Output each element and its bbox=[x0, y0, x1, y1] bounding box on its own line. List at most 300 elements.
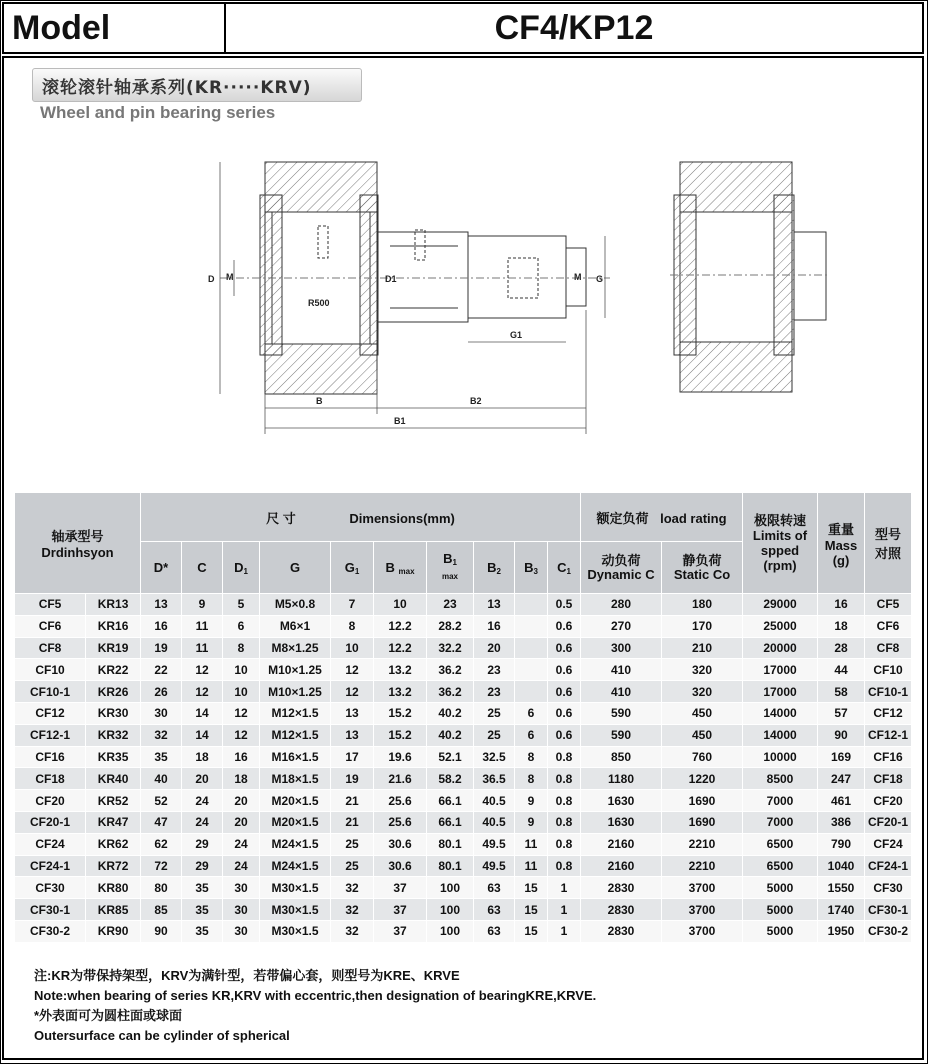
dim-label-r500: R500 bbox=[308, 298, 330, 308]
table-cell: M20×1.5 bbox=[260, 790, 331, 812]
table-cell: KR85 bbox=[86, 899, 141, 921]
table-cell: 35 bbox=[182, 877, 223, 899]
table-cell: 12 bbox=[331, 681, 374, 703]
table-cell: 410 bbox=[581, 681, 662, 703]
table-cell: CF16 bbox=[865, 746, 912, 768]
table-cell: 0.6 bbox=[548, 637, 581, 659]
model-title: CF4/KP12 bbox=[494, 9, 654, 47]
table-cell: 36.5 bbox=[474, 768, 515, 790]
table-cell: CF24-1 bbox=[865, 855, 912, 877]
table-cell: KR40 bbox=[86, 768, 141, 790]
table-cell: 24 bbox=[223, 855, 260, 877]
table-cell: 2160 bbox=[581, 855, 662, 877]
table-cell: 37 bbox=[374, 877, 427, 899]
table-cell: 25 bbox=[331, 855, 374, 877]
table-cell: 590 bbox=[581, 724, 662, 746]
dim-label-d1: D1 bbox=[385, 274, 397, 284]
table-cell: 1220 bbox=[662, 768, 743, 790]
table-cell: 62 bbox=[141, 833, 182, 855]
table-cell: 2210 bbox=[662, 833, 743, 855]
table-cell: 8 bbox=[515, 746, 548, 768]
table-cell: 10 bbox=[223, 681, 260, 703]
table-cell: 29000 bbox=[743, 594, 818, 616]
table-row bbox=[15, 920, 912, 942]
table-cell: 13.2 bbox=[374, 681, 427, 703]
table-cell: 63 bbox=[474, 920, 515, 942]
table-cell: KR90 bbox=[86, 920, 141, 942]
table-cell: M20×1.5 bbox=[260, 811, 331, 833]
table-cell: 25000 bbox=[743, 615, 818, 637]
speed-en1: Limits of bbox=[752, 528, 808, 543]
table-cell: 29 bbox=[182, 855, 223, 877]
table-cell: 320 bbox=[662, 681, 743, 703]
table-cell: M16×1.5 bbox=[260, 746, 331, 768]
table-cell: M12×1.5 bbox=[260, 702, 331, 724]
table-cell: 21 bbox=[331, 790, 374, 812]
table-cell: 24 bbox=[223, 833, 260, 855]
table-row bbox=[15, 811, 912, 833]
table-cell: 90 bbox=[818, 724, 865, 746]
table-cell: CF6 bbox=[865, 615, 912, 637]
table-cell: 1 bbox=[548, 920, 581, 942]
table-cell: 12.2 bbox=[374, 637, 427, 659]
table-cell: 0.6 bbox=[548, 702, 581, 724]
table-cell: 15 bbox=[515, 920, 548, 942]
table-cell: KR52 bbox=[86, 790, 141, 812]
table-cell: 13 bbox=[141, 594, 182, 616]
table-cell: M30×1.5 bbox=[260, 920, 331, 942]
table-cell: 35 bbox=[182, 899, 223, 921]
table-cell: 180 bbox=[662, 594, 743, 616]
table-cell: 2210 bbox=[662, 855, 743, 877]
section-view bbox=[670, 162, 830, 392]
table-cell: 1690 bbox=[662, 811, 743, 833]
dim-label-b: B bbox=[316, 396, 323, 406]
dim-label-b2: B2 bbox=[470, 396, 482, 406]
dims-header bbox=[141, 493, 581, 542]
table-cell: 14000 bbox=[743, 724, 818, 746]
table-cell: 7000 bbox=[743, 790, 818, 812]
table-row bbox=[15, 790, 912, 812]
speed-cn: 极限转速 bbox=[753, 513, 806, 528]
table-cell: 26 bbox=[141, 681, 182, 703]
table-cell: 36.2 bbox=[427, 659, 474, 681]
table-cell: 16 bbox=[818, 594, 865, 616]
table-cell: 590 bbox=[581, 702, 662, 724]
table-cell: CF12-1 bbox=[865, 724, 912, 746]
col-d1: $D_1$ bbox=[223, 542, 260, 594]
table-cell: 100 bbox=[427, 877, 474, 899]
table-cell: 0.8 bbox=[548, 811, 581, 833]
table-cell: 2830 bbox=[581, 920, 662, 942]
table-cell: 6 bbox=[223, 615, 260, 637]
table-cell: 11 bbox=[182, 637, 223, 659]
table-cell: 30.6 bbox=[374, 833, 427, 855]
table-cell: 66.1 bbox=[427, 811, 474, 833]
table-row bbox=[15, 724, 912, 746]
model-label: Model bbox=[4, 4, 226, 52]
dim-label-b1: B1 bbox=[394, 416, 406, 426]
table-row bbox=[15, 855, 912, 877]
table-cell: 22 bbox=[141, 659, 182, 681]
table-cell: 410 bbox=[581, 659, 662, 681]
col-g1: $G_1$ bbox=[331, 542, 374, 594]
table-cell: 5000 bbox=[743, 899, 818, 921]
dims-cn: 尺 寸 bbox=[266, 510, 296, 526]
table-cell: 28 bbox=[818, 637, 865, 659]
table-cell: 30 bbox=[223, 877, 260, 899]
table-row bbox=[15, 768, 912, 790]
table-cell: 30 bbox=[223, 899, 260, 921]
table-cell bbox=[515, 659, 548, 681]
table-cell: CF20 bbox=[15, 790, 86, 812]
table-cell: 32.5 bbox=[474, 746, 515, 768]
table-cell: 80.1 bbox=[427, 833, 474, 855]
table-cell: 5000 bbox=[743, 920, 818, 942]
bearing-drawing bbox=[190, 150, 830, 440]
table-cell: CF10 bbox=[865, 659, 912, 681]
table-cell: 40.2 bbox=[427, 724, 474, 746]
table-cell: 0.5 bbox=[548, 594, 581, 616]
table-cell: 2160 bbox=[581, 833, 662, 855]
table-cell: 72 bbox=[141, 855, 182, 877]
table-cell: 19 bbox=[331, 768, 374, 790]
table-cell: 58 bbox=[818, 681, 865, 703]
table-cell: 12 bbox=[331, 659, 374, 681]
table-row bbox=[15, 702, 912, 724]
table-cell: 11 bbox=[515, 833, 548, 855]
table-cell: CF30 bbox=[865, 877, 912, 899]
table-cell: 20 bbox=[223, 790, 260, 812]
table-cell: 9 bbox=[515, 811, 548, 833]
table-cell: KR32 bbox=[86, 724, 141, 746]
table-cell: 49.5 bbox=[474, 833, 515, 855]
table-cell: M24×1.5 bbox=[260, 855, 331, 877]
table-cell: KR62 bbox=[86, 833, 141, 855]
table-cell: 1950 bbox=[818, 920, 865, 942]
table-cell: 40 bbox=[141, 768, 182, 790]
table-cell: KR22 bbox=[86, 659, 141, 681]
table-cell: 8 bbox=[515, 768, 548, 790]
table-cell: 320 bbox=[662, 659, 743, 681]
table-cell: 40.5 bbox=[474, 811, 515, 833]
table-cell: 63 bbox=[474, 877, 515, 899]
table-cell: 16 bbox=[223, 746, 260, 768]
col-b1: $B_1$ $_{max}$ bbox=[427, 542, 474, 594]
table-cell: 35 bbox=[141, 746, 182, 768]
table-cell: 47 bbox=[141, 811, 182, 833]
table-cell: M5×0.8 bbox=[260, 594, 331, 616]
table-cell: 25 bbox=[474, 724, 515, 746]
table-cell: 7 bbox=[331, 594, 374, 616]
table-cell: 37 bbox=[374, 899, 427, 921]
table-cell bbox=[515, 594, 548, 616]
table-row bbox=[15, 637, 912, 659]
note-en-2: Outersurface can be cylinder of spherical bbox=[34, 1028, 290, 1043]
table-cell: 66.1 bbox=[427, 790, 474, 812]
table-cell: 19.6 bbox=[374, 746, 427, 768]
table-cell: M24×1.5 bbox=[260, 833, 331, 855]
table-cell: 3700 bbox=[662, 877, 743, 899]
table-cell: KR26 bbox=[86, 681, 141, 703]
table-cell: CF5 bbox=[865, 594, 912, 616]
dim-label-m2: M bbox=[574, 272, 582, 282]
table-cell: 15.2 bbox=[374, 702, 427, 724]
table-cell: 17000 bbox=[743, 681, 818, 703]
table-cell: 30 bbox=[223, 920, 260, 942]
col-dynamic bbox=[581, 542, 662, 594]
table-cell: 0.8 bbox=[548, 790, 581, 812]
table-cell: 0.6 bbox=[548, 681, 581, 703]
table-cell: 8 bbox=[331, 615, 374, 637]
table-cell: 1740 bbox=[818, 899, 865, 921]
table-cell: CF30-1 bbox=[15, 899, 86, 921]
table-cell: 63 bbox=[474, 899, 515, 921]
note-en-1: Note:when bearing of series KR,KRV with eccentric,then designation of bearingKRE,KRVE. bbox=[34, 988, 597, 1003]
table-cell: 850 bbox=[581, 746, 662, 768]
speed-header bbox=[743, 493, 818, 594]
table-cell: CF30-2 bbox=[15, 920, 86, 942]
table-cell: 300 bbox=[581, 637, 662, 659]
table-cell: M12×1.5 bbox=[260, 724, 331, 746]
table-cell: 16 bbox=[474, 615, 515, 637]
table-cell: 12 bbox=[182, 681, 223, 703]
table-cell: M18×1.5 bbox=[260, 768, 331, 790]
table-cell: 23 bbox=[474, 681, 515, 703]
table-cell: KR30 bbox=[86, 702, 141, 724]
table-cell: 270 bbox=[581, 615, 662, 637]
static-cn: 静负荷 bbox=[682, 552, 722, 568]
load-en: load rating bbox=[660, 510, 727, 526]
table-cell: 18 bbox=[223, 768, 260, 790]
table-cell: 13 bbox=[331, 724, 374, 746]
table-cell: 9 bbox=[182, 594, 223, 616]
table-cell: 760 bbox=[662, 746, 743, 768]
table-cell: CF12-1 bbox=[15, 724, 86, 746]
col-g: G bbox=[260, 542, 331, 594]
table-cell: 11 bbox=[515, 855, 548, 877]
table-cell: 12 bbox=[223, 702, 260, 724]
table-cell: 52.1 bbox=[427, 746, 474, 768]
table-cell: KR19 bbox=[86, 637, 141, 659]
table-cell: 5000 bbox=[743, 877, 818, 899]
col-bearing-type bbox=[15, 493, 141, 594]
col-c1: $C_1$ bbox=[548, 542, 581, 594]
note-cn-1: 注:KR为带保持架型，KRV为满针型，若带偏心套，则型号为KRE、KRVE bbox=[34, 968, 460, 983]
table-cell bbox=[515, 681, 548, 703]
table-cell: 0.6 bbox=[548, 659, 581, 681]
table-cell: 85 bbox=[141, 899, 182, 921]
cross-cn1: 型号 bbox=[874, 527, 901, 542]
table-cell: 9 bbox=[515, 790, 548, 812]
table-row bbox=[15, 681, 912, 703]
table-row bbox=[15, 899, 912, 921]
table-cell: 58.2 bbox=[427, 768, 474, 790]
table-cell: 210 bbox=[662, 637, 743, 659]
table-cell: 100 bbox=[427, 899, 474, 921]
col-d: D* bbox=[141, 542, 182, 594]
table-cell: 0.8 bbox=[548, 768, 581, 790]
col-static bbox=[662, 542, 743, 594]
table-cell: 1 bbox=[548, 877, 581, 899]
table-cell: 23 bbox=[427, 594, 474, 616]
table-cell: CF30 bbox=[15, 877, 86, 899]
table-cell: CF10-1 bbox=[865, 681, 912, 703]
table-cell: M10×1.25 bbox=[260, 681, 331, 703]
table-cell: 169 bbox=[818, 746, 865, 768]
table-cell: 5 bbox=[223, 594, 260, 616]
table-cell: M30×1.5 bbox=[260, 877, 331, 899]
table-cell: 17 bbox=[331, 746, 374, 768]
table-cell: 18 bbox=[818, 615, 865, 637]
dim-label-d: D bbox=[208, 274, 215, 284]
side-view bbox=[220, 162, 610, 394]
table-cell: 23 bbox=[474, 659, 515, 681]
table-cell: CF18 bbox=[865, 768, 912, 790]
table-cell: 2830 bbox=[581, 899, 662, 921]
load-cn: 额定负荷 bbox=[596, 510, 649, 526]
col-b2: $B_2$ bbox=[474, 542, 515, 594]
table-cell: 15 bbox=[515, 877, 548, 899]
table-cell: KR35 bbox=[86, 746, 141, 768]
table-cell: 1180 bbox=[581, 768, 662, 790]
table-row bbox=[15, 615, 912, 637]
dynamic-en: Dynamic C bbox=[587, 566, 655, 582]
table-cell: CF10 bbox=[15, 659, 86, 681]
spec-table bbox=[14, 492, 912, 943]
table-cell: 25 bbox=[331, 833, 374, 855]
table-cell bbox=[515, 637, 548, 659]
table-cell: 80.1 bbox=[427, 855, 474, 877]
cross-cn2: 对照 bbox=[874, 546, 901, 561]
table-cell: 0.6 bbox=[548, 615, 581, 637]
table-cell: 24 bbox=[182, 790, 223, 812]
table-cell: 25 bbox=[474, 702, 515, 724]
table-cell: 11 bbox=[182, 615, 223, 637]
table-cell: 100 bbox=[427, 920, 474, 942]
table-cell: 0.6 bbox=[548, 724, 581, 746]
table-cell: CF24 bbox=[15, 833, 86, 855]
table-cell: 37 bbox=[374, 920, 427, 942]
table-cell: 12 bbox=[182, 659, 223, 681]
table-cell: 21.6 bbox=[374, 768, 427, 790]
table-cell: 1550 bbox=[818, 877, 865, 899]
table-cell: CF30-2 bbox=[865, 920, 912, 942]
table-cell: KR47 bbox=[86, 811, 141, 833]
table-cell: CF24-1 bbox=[15, 855, 86, 877]
dim-label-m: M bbox=[226, 272, 234, 282]
table-cell: 1690 bbox=[662, 790, 743, 812]
table-cell: 32.2 bbox=[427, 637, 474, 659]
table-cell: 1040 bbox=[818, 855, 865, 877]
table-cell: 80 bbox=[141, 877, 182, 899]
table-cell: 25.6 bbox=[374, 790, 427, 812]
table-row bbox=[15, 833, 912, 855]
table-cell: M10×1.25 bbox=[260, 659, 331, 681]
table-cell: 450 bbox=[662, 724, 743, 746]
table-cell: 29 bbox=[182, 833, 223, 855]
speed-en2: spped bbox=[760, 543, 800, 558]
notes bbox=[34, 966, 596, 1046]
table-cell: CF8 bbox=[865, 637, 912, 659]
mass-header bbox=[818, 493, 865, 594]
static-en: Static Co bbox=[673, 566, 731, 582]
table-cell: 3700 bbox=[662, 899, 743, 921]
load-header bbox=[581, 493, 743, 542]
table-cell: CF16 bbox=[15, 746, 86, 768]
table-cell: 21 bbox=[331, 811, 374, 833]
table-cell: M30×1.5 bbox=[260, 899, 331, 921]
table-cell: 25.6 bbox=[374, 811, 427, 833]
table-cell: 8500 bbox=[743, 768, 818, 790]
table-cell: 0.8 bbox=[548, 833, 581, 855]
table-cell: 40.5 bbox=[474, 790, 515, 812]
cross-ref-header bbox=[865, 493, 912, 594]
table-cell: 49.5 bbox=[474, 855, 515, 877]
table-cell: 6500 bbox=[743, 855, 818, 877]
table-cell: KR13 bbox=[86, 594, 141, 616]
table-cell: M8×1.25 bbox=[260, 637, 331, 659]
table-cell: CF24 bbox=[865, 833, 912, 855]
table-row bbox=[15, 659, 912, 681]
table-cell: 15.2 bbox=[374, 724, 427, 746]
table-cell: 386 bbox=[818, 811, 865, 833]
table-cell: 3700 bbox=[662, 920, 743, 942]
speed-en3: (rpm) bbox=[763, 558, 797, 573]
table-cell: 30.6 bbox=[374, 855, 427, 877]
table-cell: 32 bbox=[141, 724, 182, 746]
table-cell: CF30-1 bbox=[865, 899, 912, 921]
table-cell: 52 bbox=[141, 790, 182, 812]
dim-label-g: G bbox=[596, 274, 604, 284]
bearing-type-cn: 轴承型号 bbox=[51, 529, 104, 544]
table-cell: 1630 bbox=[581, 790, 662, 812]
table-cell: 0.8 bbox=[548, 855, 581, 877]
table-cell: 57 bbox=[818, 702, 865, 724]
table-cell: CF20 bbox=[865, 790, 912, 812]
table-cell: CF8 bbox=[15, 637, 86, 659]
table-cell: KR16 bbox=[86, 615, 141, 637]
table-cell: 247 bbox=[818, 768, 865, 790]
table-cell: 12.2 bbox=[374, 615, 427, 637]
dim-label-g1: G1 bbox=[510, 330, 523, 340]
table-cell: KR72 bbox=[86, 855, 141, 877]
table-cell: 40.2 bbox=[427, 702, 474, 724]
table-cell: 2830 bbox=[581, 877, 662, 899]
table-cell: 8 bbox=[223, 637, 260, 659]
table-cell: 461 bbox=[818, 790, 865, 812]
table-cell: 32 bbox=[331, 920, 374, 942]
table-cell: 20 bbox=[223, 811, 260, 833]
table-cell: 28.2 bbox=[427, 615, 474, 637]
table-cell: 6 bbox=[515, 702, 548, 724]
table-cell: 90 bbox=[141, 920, 182, 942]
table-cell: 16 bbox=[141, 615, 182, 637]
table-cell: M6×1 bbox=[260, 615, 331, 637]
table-cell: 170 bbox=[662, 615, 743, 637]
table-row bbox=[15, 877, 912, 899]
table-cell: CF6 bbox=[15, 615, 86, 637]
table-cell: 32 bbox=[331, 877, 374, 899]
table-cell: 15 bbox=[515, 899, 548, 921]
table-cell: 20 bbox=[182, 768, 223, 790]
table-cell: 10 bbox=[374, 594, 427, 616]
table-cell: 10 bbox=[331, 637, 374, 659]
col-bmax: B $_{max}$ bbox=[374, 542, 427, 594]
table-cell: 19 bbox=[141, 637, 182, 659]
note-cn-2: *外表面可为圆柱面或球面 bbox=[34, 1008, 183, 1023]
table-cell: 14 bbox=[182, 724, 223, 746]
